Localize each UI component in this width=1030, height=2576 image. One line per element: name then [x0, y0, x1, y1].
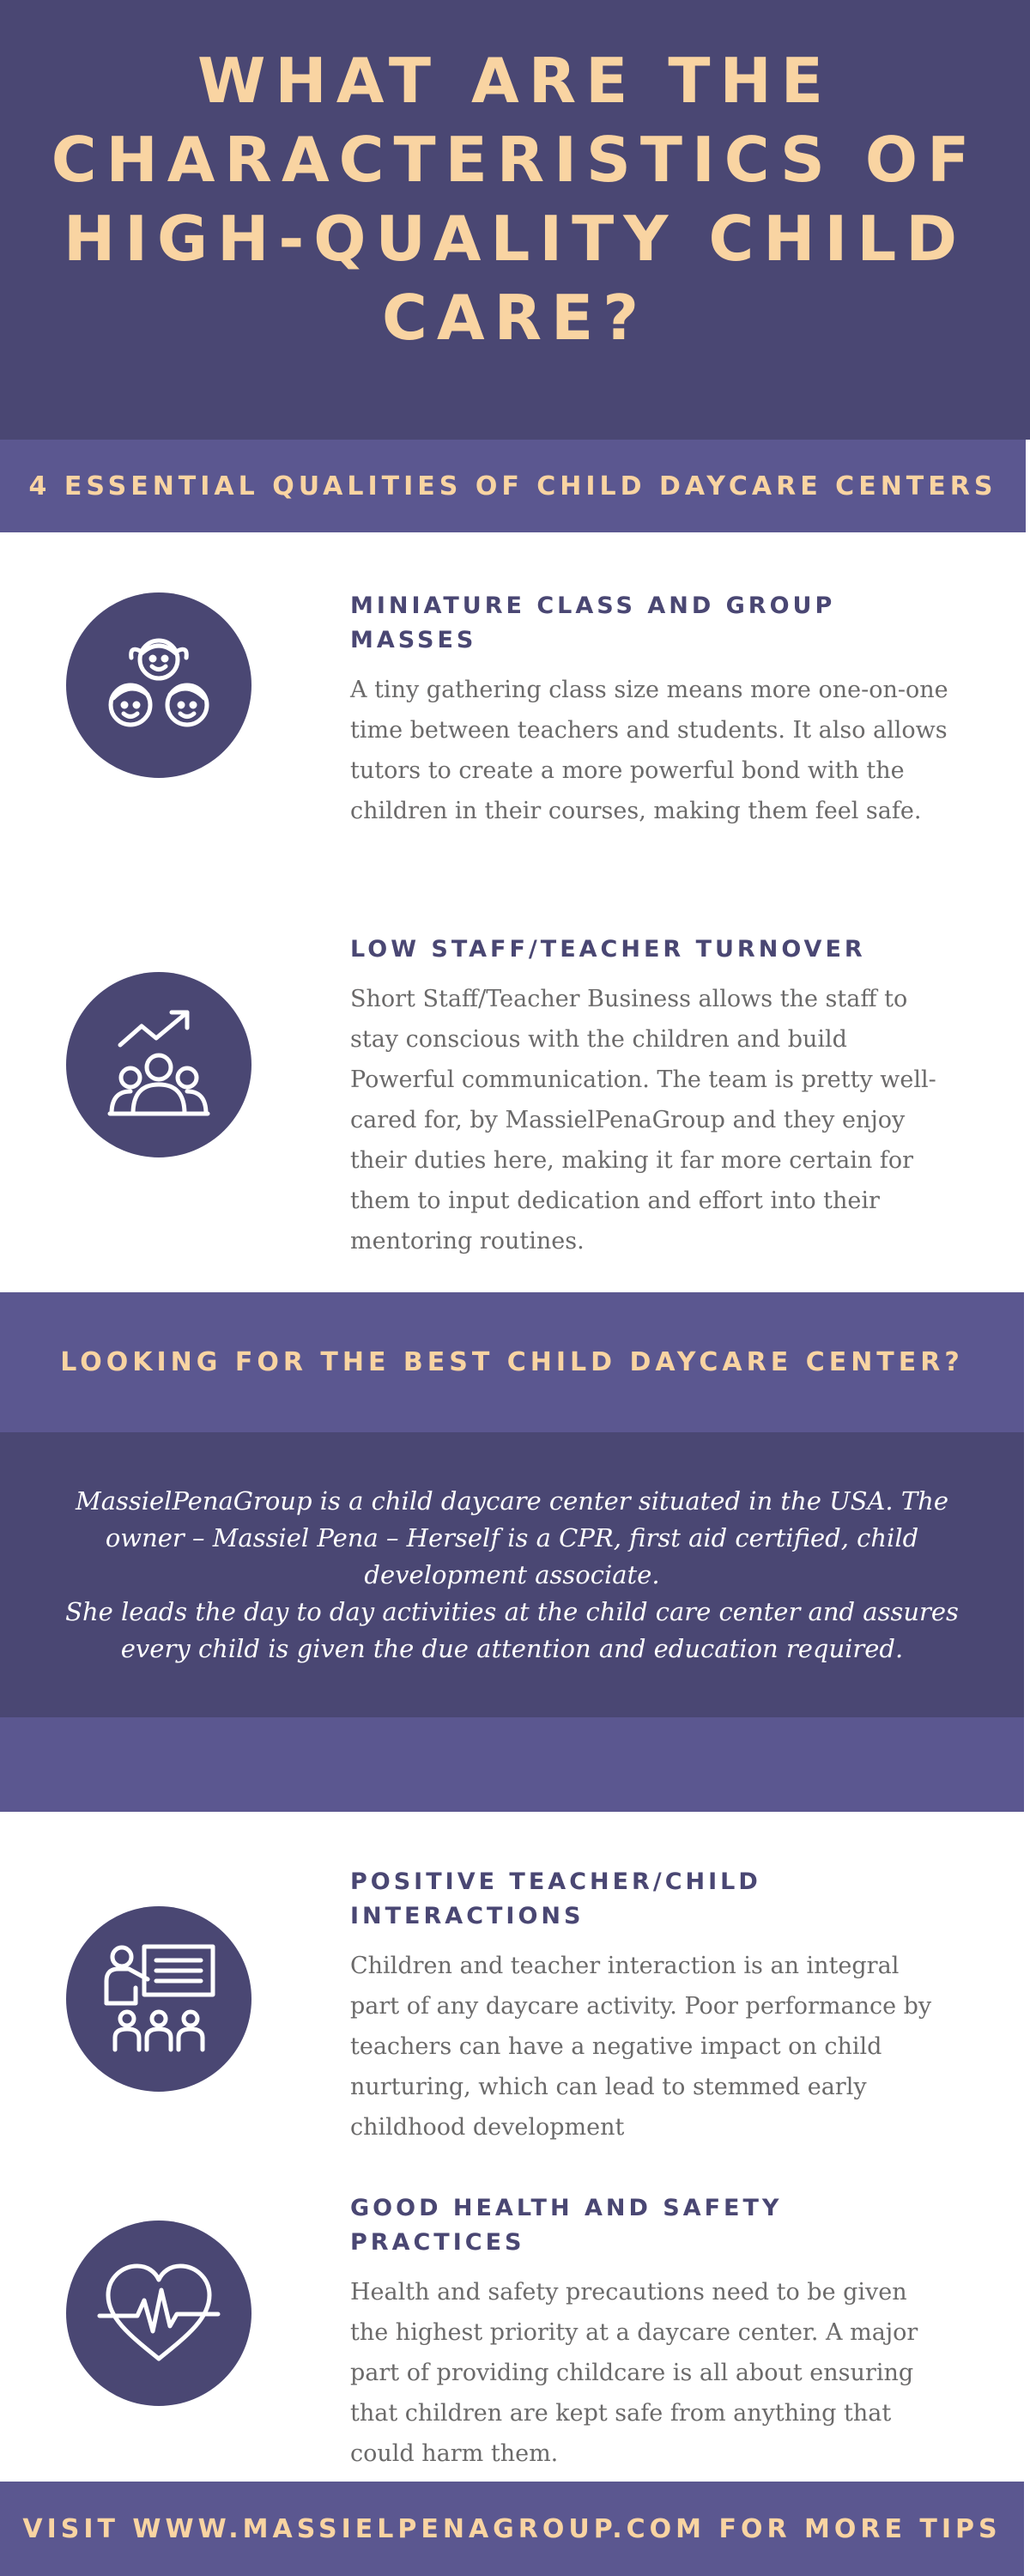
cta-paragraph: MassielPenaGroup is a child daycare center situated in the USA. The owner – Massiel Pena – Herself is a CPR, first aid certified, child development associate.	[76, 1485, 948, 1589]
team-growth-icon	[66, 972, 251, 1157]
cta-paragraph: She leads the day to day activities at the child care center and assures every child is given the due attention and education required.	[65, 1596, 959, 1663]
quality-title: LOW STAFF/TEACHER TURNOVER	[350, 936, 866, 963]
children-faces-icon	[66, 592, 251, 778]
quality-item	[0, 532, 1030, 910]
quality-title: POSITIVE TEACHER/CHILD INTERACTIONS	[350, 1868, 761, 1929]
quality-body: Health and safety precautions need to be given the highest priority at a daycare center. A major part of providing childcare is all about ensuring that children are kept safe from anything that could harm them.	[350, 2279, 918, 2467]
cta-body	[0, 1432, 1024, 1717]
hero-banner	[0, 0, 1030, 440]
quality-text	[350, 2191, 951, 2474]
footer-banner: VISIT WWW.MASSIELPENAGROUP.COM FOR MORE TIPS	[0, 2482, 1024, 2576]
quality-title: GOOD HEALTH AND SAFETY PRACTICES	[350, 2195, 783, 2256]
quality-body: A tiny gathering class size means more one-on-one time between teachers and students. It also allows tutors to create a more powerful bond with the children in their courses, making them feel safe.	[350, 677, 948, 824]
quality-item	[0, 910, 1030, 1292]
quality-body: Short Staff/Teacher Business allows the staff to stay conscious with the children and build Powerful communication. The team is pretty well-cared for, by MassielPenaGroup and they enjoy their duties here, making it far more certain for them to input dedication and effort into their mentoring routines.	[350, 986, 936, 1255]
quality-item	[0, 1812, 1030, 2155]
cta-heading: LOOKING FOR THE BEST CHILD DAYCARE CENTER?	[0, 1292, 1024, 1432]
quality-text	[350, 933, 951, 1261]
page-title: WHAT ARE THE CHARACTERISTICS OF HIGH-QUALITY CHILD CARE?	[51, 45, 979, 354]
section-subheading: 4 ESSENTIAL QUALITIES OF CHILD DAYCARE CENTERS	[0, 440, 1026, 532]
quality-title: MINIATURE CLASS AND GROUP MASSES	[350, 592, 836, 653]
quality-text	[350, 589, 951, 831]
cta-spacer	[0, 1717, 1024, 1812]
teacher-presentation-icon	[66, 1906, 251, 2092]
quality-item	[0, 2155, 1030, 2482]
quality-text	[350, 1865, 951, 2148]
quality-body: Children and teacher interaction is an integral part of any daycare activity. Poor performance by teachers can have a negative impact on child nurturing, which can lead to stemmed early childhood development	[350, 1953, 932, 2141]
heart-pulse-icon	[66, 2221, 251, 2406]
